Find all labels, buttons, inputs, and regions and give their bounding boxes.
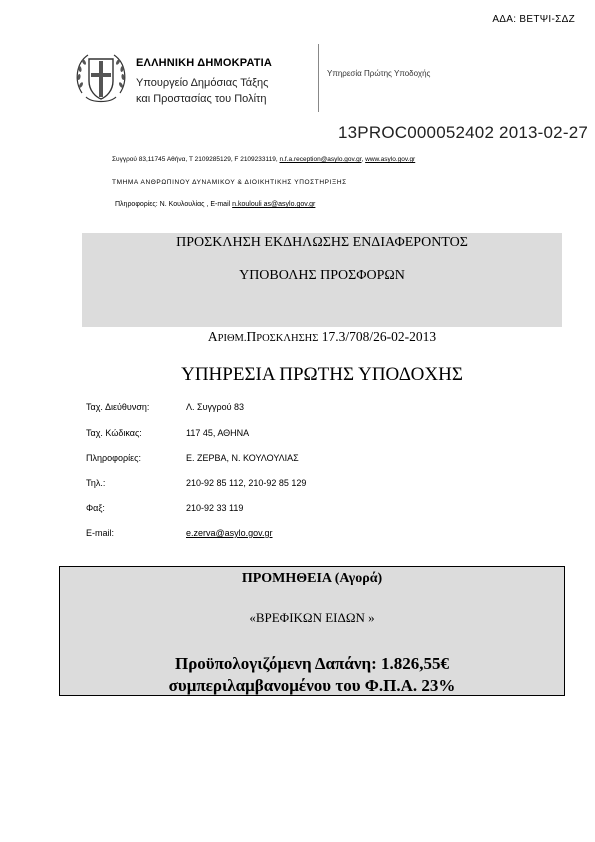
invitation-title-line2: ΥΠΟΒΟΛΗΣ ΠΡΟΣΦΟΡΩΝ — [239, 268, 405, 283]
reception-email-link[interactable]: n.f.a.reception@asylo.gov.gr — [279, 156, 362, 163]
contact-address-line — [112, 156, 415, 163]
detail-value-postcode: 117 45, ΑΘΗΝΑ — [186, 428, 250, 438]
department-name: ΤΜΗΜΑ ΑΝΘΡΩΠΙΝΟΥ ΔΥΝΑΜΙΚΟΥ & ΔΙΟΙΚΗΤΙΚΗΣ ΥΠΟΣΤΗΡΙΞΗΣ — [112, 179, 347, 186]
invitation-title-line1: ΠΡΟΣΚΛΗΣΗ ΕΚΔΗΛΩΣΗΣ ΕΝΔΙΑΦΕΡΟΝΤΟΣ — [176, 235, 468, 250]
info-text: Πληροφορίες: Ν. Κουλουλίας , E-mail — [115, 201, 231, 208]
contact-info-line — [115, 201, 315, 208]
budget-line1: Προϋπολογιζόμενη Δαπάνη: 1.826,55€ — [174, 654, 450, 673]
procurement-title: ΠΡΟΜΗΘΕΙΑ (Αγορά) — [241, 571, 383, 586]
info-email-link[interactable]: n.koulouli as@asylo.gov.gr — [232, 201, 316, 208]
budget-line2: συμπεριλαμβανομένου του Φ.Π.Α. 23% — [168, 676, 456, 695]
ada-code: ΑΔΑ: ΒΕΤΨΙ-ΣΔΖ — [492, 14, 575, 25]
government-title: ΕΛΛΗΝΙΚΗ ΔΗΜΟΚΡΑΤΙΑ — [136, 57, 273, 69]
website-link[interactable]: www.asylo.gov.gr — [365, 156, 416, 163]
number-a-cap: Α — [207, 329, 218, 344]
detail-value-email-link[interactable]: e.zerva@asylo.gov.gr — [186, 528, 273, 538]
ministry-name-line1: Υπουργείο Δημόσιας Τάξης — [136, 77, 269, 89]
number-p-cap: Π — [246, 329, 257, 344]
detail-value-fax: 210-92 33 119 — [186, 503, 244, 513]
number-p-rest: ΡΟΣΚΛΗΣΗΣ — [256, 333, 319, 344]
detail-label-address: Ταχ. Διεύθυνση: — [86, 402, 150, 412]
detail-label-fax: Φαξ: — [86, 503, 105, 513]
detail-value-phone: 210-92 85 112, 210-92 85 129 — [186, 478, 307, 488]
invitation-number — [82, 329, 562, 345]
separator: , — [361, 156, 364, 163]
detail-label-email: E-mail: — [86, 528, 115, 538]
greek-coat-of-arms-emblem-icon — [72, 49, 130, 109]
number-a-rest: ΡΙΘΜ. — [217, 333, 247, 344]
detail-label-postcode: Ταχ. Κώδικας: — [86, 428, 142, 438]
detail-label-phone: Τηλ.: — [86, 478, 106, 488]
protocol-number: 13PROC000052402 2013-02-27 — [338, 123, 588, 142]
address-text: Συγγρού 83,11745 Αθήνα, T 2109285129, F 2109233119, — [112, 156, 278, 163]
service-name: Υπηρεσία Πρώτης Υποδοχής — [327, 69, 431, 78]
procurement-item: «ΒΡΕΦΙΚΩΝ ΕΙΔΩΝ » — [249, 610, 375, 625]
header-divider — [318, 44, 319, 112]
service-title: ΥΠΗΡΕΣΙΑ ΠΡΩΤΗΣ ΥΠΟΔΟΧΗΣ — [181, 364, 463, 385]
detail-value-info: Ε. ΖΕΡΒΑ, Ν. ΚΟΥΛΟΥΛΙΑΣ — [186, 453, 299, 463]
ministry-name-line2: και Προστασίας του Πολίτη — [136, 93, 267, 105]
detail-label-info: Πληροφορίες: — [86, 453, 141, 463]
number-value: 17.3/708/26-02-2013 — [318, 329, 437, 344]
detail-value-address: Λ. Συγγρού 83 — [186, 402, 245, 412]
